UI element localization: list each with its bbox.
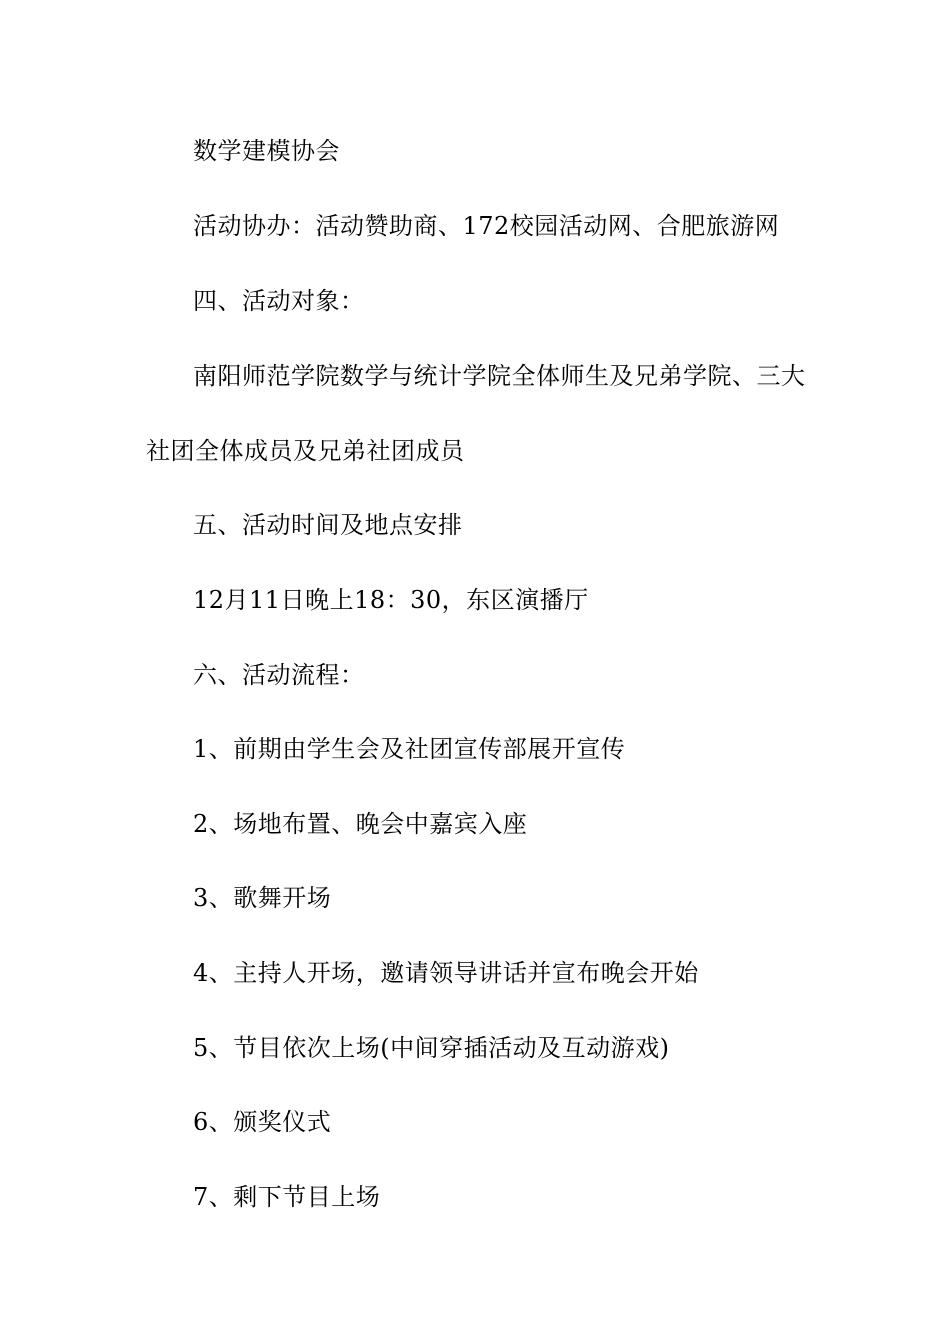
section-heading-process: 六、活动流程： bbox=[193, 661, 365, 689]
list-item: 5、节目依次上场(中间穿插活动及互动游戏) bbox=[193, 1034, 670, 1062]
paragraph-participants-line-1: 南阳师范学院数学与统计学院全体师生及兄弟学院、三大 bbox=[193, 362, 806, 390]
paragraph-co-organizers: 活动协办：活动赞助商、172校园活动网、合肥旅游网 bbox=[193, 212, 780, 240]
paragraph-time-place: 12月11日晚上18：30，东区演播厅 bbox=[193, 586, 589, 614]
section-heading-time-place: 五、活动时间及地点安排 bbox=[193, 511, 463, 539]
paragraph-organizer: 数学建模协会 bbox=[193, 137, 340, 165]
list-item: 6、颁奖仪式 bbox=[193, 1108, 332, 1136]
paragraph-participants-line-2: 社团全体成员及兄弟社团成员 bbox=[146, 437, 465, 465]
section-heading-participants: 四、活动对象： bbox=[193, 287, 365, 315]
list-item: 3、歌舞开场 bbox=[193, 884, 332, 912]
list-item: 4、主持人开场，邀请领导讲话并宣布晚会开始 bbox=[193, 959, 699, 987]
list-item: 7、剩下节目上场 bbox=[193, 1183, 381, 1211]
list-item: 1、前期由学生会及社团宣传部展开宣传 bbox=[193, 735, 626, 763]
list-item: 2、场地布置、晚会中嘉宾入座 bbox=[193, 810, 528, 838]
